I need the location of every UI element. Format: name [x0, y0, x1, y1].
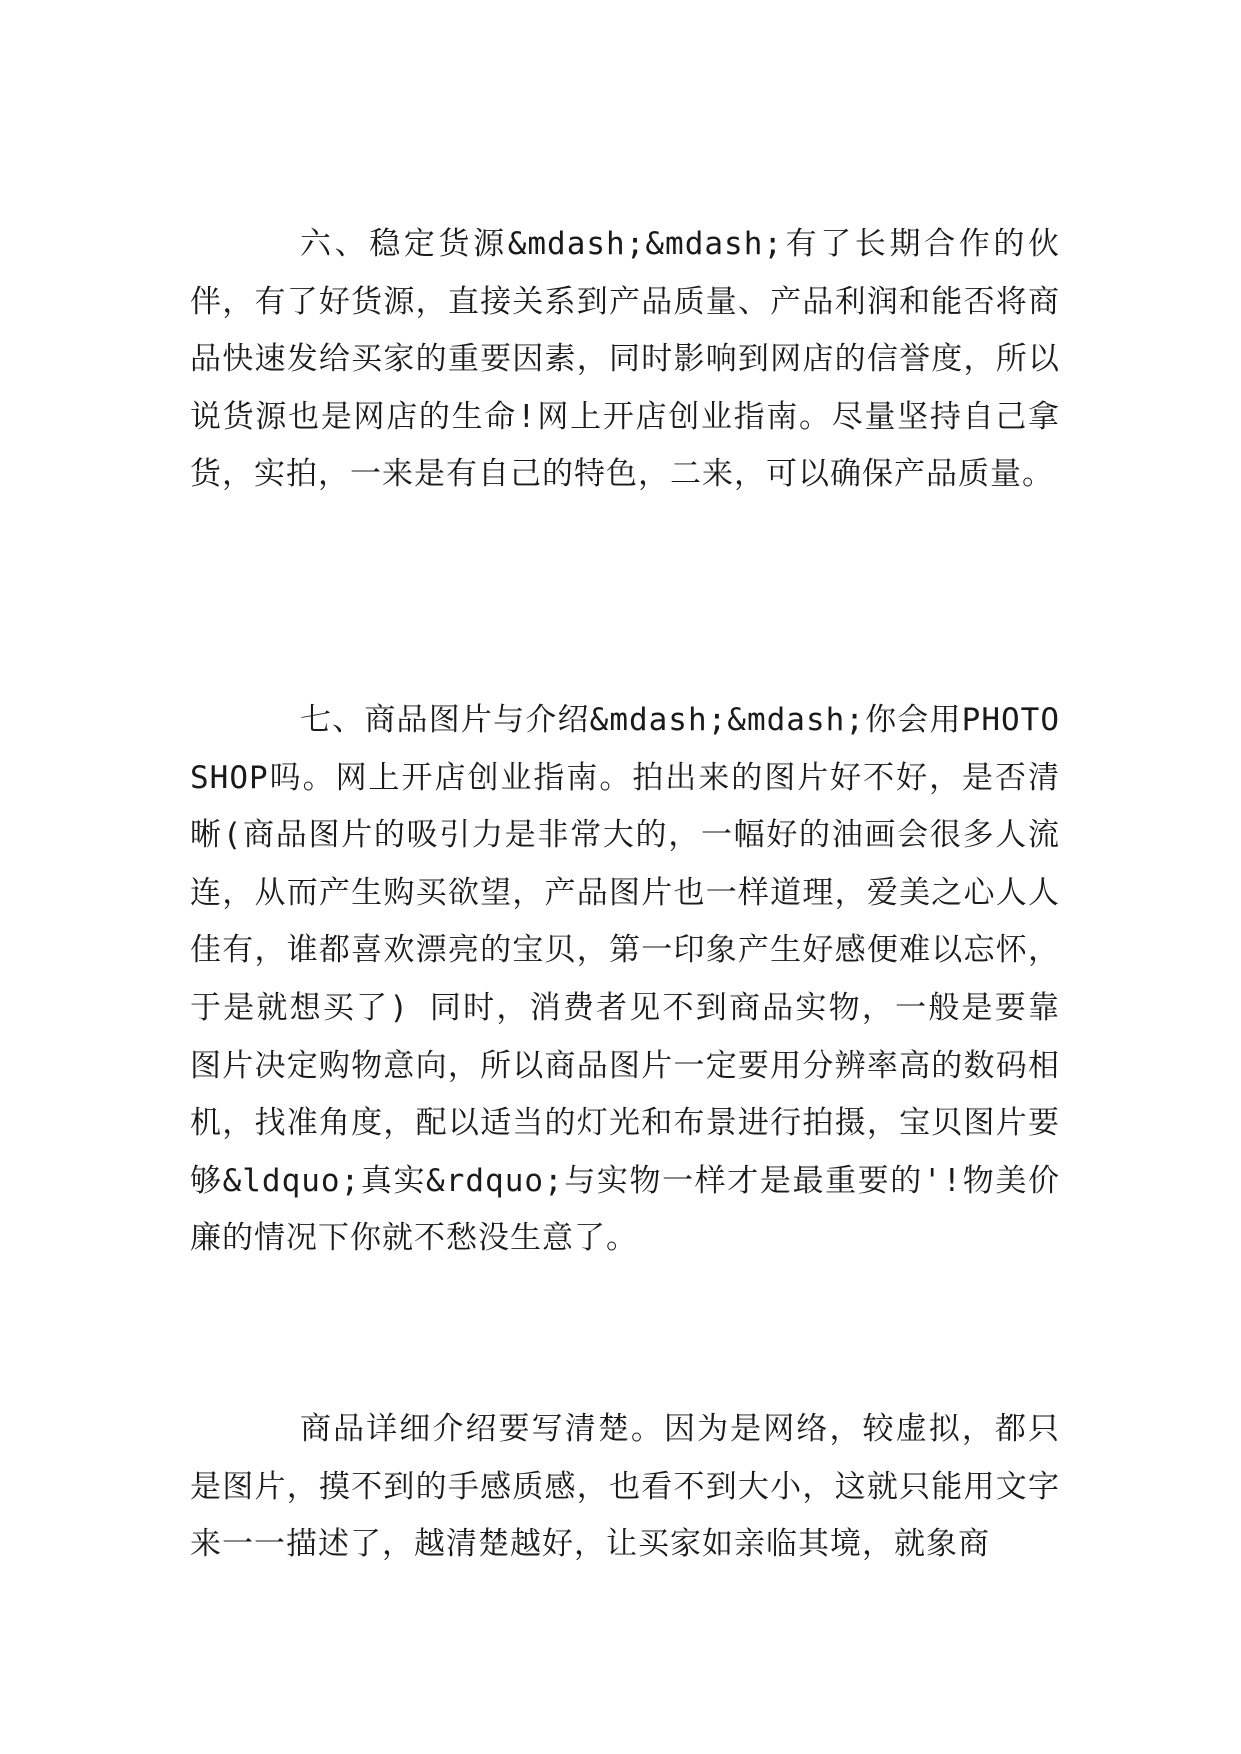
paragraph-product-images: 七、商品图片与介绍&mdash;&mdash;你会用PHOTOSHOP吗。网上开店创业指南。拍出来的图片好不好，是否清晰(商品图片的吸引力是非常大的，一幅好的油画会很多人流连，从而产生购买欲望，产品图片也一样道理，爱美之心人人佳有，谁都喜欢漂亮的宝贝，第一印象产生好感便难以忘怀，于是就想买了) 同时，消费者见不到商品实物，一般是要靠图片决定购物意向，所以商品图片一定要用分辨率高的数码相机，找准角度，配以适当的灯光和布景进行拍摄，宝贝图片要够&ldquo;真实&rdquo;与实物一样才是最重要的'!物美价廉的情况下你就不愁没生意了。	[190, 702, 1060, 1257]
paragraph-stable-supply: 六、稳定货源&mdash;&mdash;有了长期合作的伙伴，有了好货源，直接关系到产品质量、产品利润和能否将商品快速发给买家的重要因素，同时影响到网店的信誉度，所以说货源也是网店的生命!网上开店创业指南。尽量坚持自己拿货，实拍，一来是有自己的特色，二来，可以确保产品质量。	[190, 226, 1060, 493]
paragraph-product-details: 商品详细介绍要写清楚。因为是网络，较虚拟，都只是图片，摸不到的手感质感，也看不到大小，这就只能用文字来一一描述了，越清楚越好，让买家如亲临其境，就象商	[190, 1411, 1060, 1563]
